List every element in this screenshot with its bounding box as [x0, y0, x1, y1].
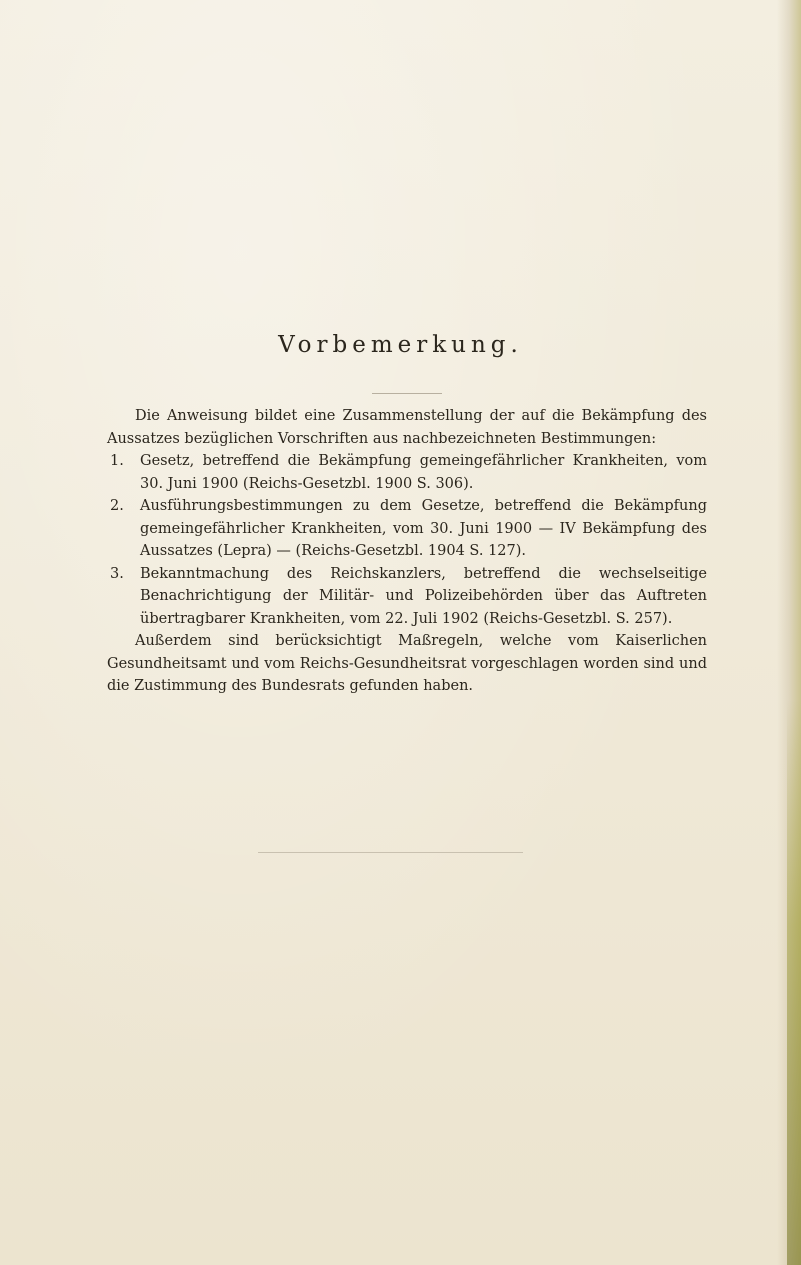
list-item: [107, 495, 707, 563]
closing-rule: [258, 852, 523, 853]
list-item-text: Ausführungsbestimmungen zu dem Gesetze, betreffend die Bekämpfung gemeingefährlicher Krankheiten, vom 30. Juni 1900 — IV Bekämpfung des Aussatzes (Lepra) — (Reichs-Gesetzbl. 1904 S. 127).: [140, 498, 707, 559]
page-title: Vorbemerkung.: [278, 332, 523, 358]
document-body: [107, 405, 707, 698]
title-rule: [372, 393, 442, 394]
list-item-number: 2.: [110, 498, 124, 514]
source-list: [107, 450, 707, 630]
page-edge-stain: [787, 700, 801, 1265]
list-item-number: 3.: [110, 565, 124, 582]
list-item-number: 1.: [110, 453, 124, 469]
list-item-text: Gesetz, betreffend die Bekämpfung gemeingefährlicher Krankheiten, vom 30. Juni 1900 (Reichs-Gesetzbl. 1900 S. 306).: [140, 453, 707, 492]
list-item: [107, 563, 707, 631]
list-item: [107, 450, 707, 495]
intro-paragraph: Die Anweisung bildet eine Zusammenstellung der auf die Bekämpfung des Aussatzes bezüglichen Vorschriften aus nachbezeichneten Bestimmungen:: [107, 408, 707, 447]
closing-paragraph: Außerdem sind berücksichtigt Maßregeln, welche vom Kaiserlichen Gesundheitsamt und vom Reichs-Gesundheitsrat vorgeschlagen worden sind und die Zustimmung des Bundesrats gefunden haben.: [107, 633, 707, 694]
list-item-text: Bekanntmachung des Reichskanzlers, betreffend die wechselseitige Benachrichtigung der Militär- und Polizeibehörden über das Auftreten übertragbarer Krankheiten, vom 22. Juli 1902 (Reichs-Gesetzbl. S. 257).: [140, 565, 707, 627]
